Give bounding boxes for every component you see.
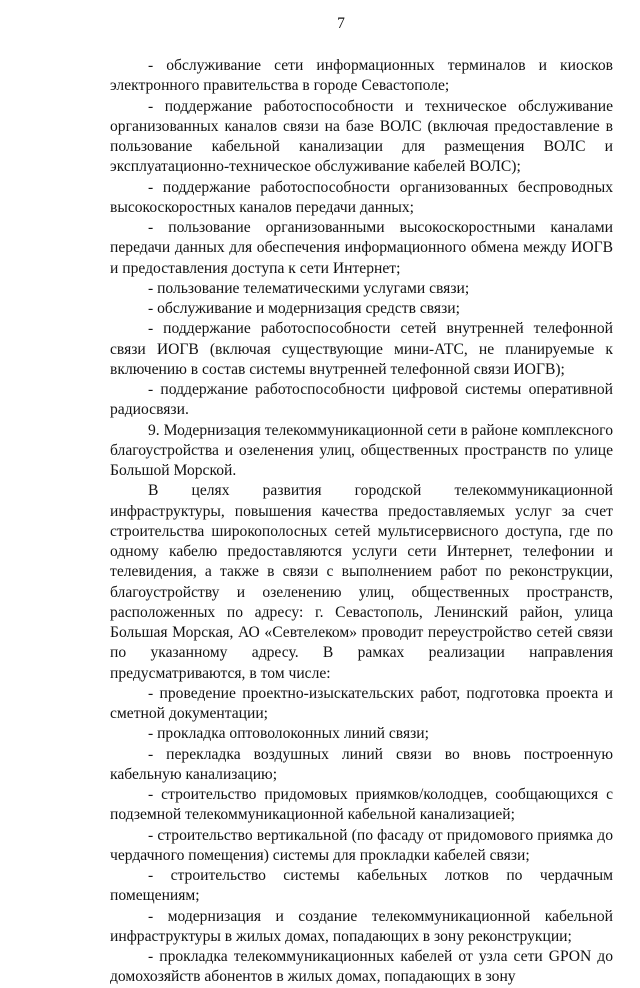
paragraph-1: - обслуживание сети информационных терминалов и киосков электронного правительства в городе Севастополе; — [110, 57, 613, 95]
paragraph-18: - прокладка телекоммуникационных кабелей от узла сети GPON до домохозяйств абонентов в жилых домах, попадающих в зону — [110, 948, 613, 986]
paragraph-4: - пользование организованными высокоскоростными каналами передачи данных для обеспечения информационного обмена между ИОГВ и предоставления доступа к сети Интернет; — [110, 219, 613, 277]
paragraph-15: - строительство вертикальной (по фасаду от придомового приямка до чердачного помещения) системы для прокладки кабелей связи; — [110, 826, 613, 864]
paragraph-8: - поддержание работоспособности цифровой системы оперативной радиосвязи. — [110, 381, 613, 419]
paragraph-3: - поддержание работоспособности организованных беспроводных высокоскоростных каналов передачи данных; — [110, 178, 613, 216]
document-body — [110, 56, 613, 988]
paragraph-17: - модернизация и создание телекоммуникационной кабельной инфраструктуры в жилых домах, попадающих в зону реконструкции; — [110, 907, 613, 945]
paragraph-16: - строительство системы кабельных лотков по чердачным помещениям; — [110, 867, 613, 905]
paragraph-13: - перекладка воздушных линий связи во вновь построенную кабельную канализацию; — [110, 745, 613, 783]
section-heading-9: 9. Модернизация телекоммуникационной сети в районе комплексного благоустройства и озеленения улиц, общественных пространств по улице Большой Морской. — [110, 421, 613, 479]
paragraph-14: - строительство придомовых приямков/колодцев, сообщающихся с подземной телекоммуникационной кабельной канализацией; — [110, 786, 613, 824]
paragraph-2: - поддержание работоспособности и техническое обслуживание организованных каналов связи на базе ВОЛС (включая предоставление в пользование кабельной канализации для размещения ВОЛС и эксплуатационно-техническое обслуживание кабелей ВОЛС); — [110, 97, 613, 176]
page-number: 7 — [337, 15, 345, 32]
paragraph-7: - поддержание работоспособности сетей внутренней телефонной связи ИОГВ (включая существующие мини-АТС, не планируемые к включению в состав системы внутренней телефонной связи ИОГВ); — [110, 320, 613, 378]
paragraph-6: - обслуживание и модернизация средств связи; — [148, 300, 460, 317]
paragraph-10: В целях развития городской телекоммуникационной инфраструктуры, повышения качества предоставляемых услуг за счет строительства широкополосных сетей мультисервисного доступа, где по одному кабелю предоставляются услуги сети Интернет, телефонии и телевидения, а также в связи с выполнением работ по реконструкции, благоустройству и озеленению улиц, общественных пространств, расположенных по адресу: г. Севастополь, Ленинский район, улица Большая Морская, АО «Севтелеком» проводит переустройство сетей связи по указанному адресу. В рамках реализации направления предусматриваются, в том числе: — [110, 482, 613, 682]
paragraph-12: - прокладка оптоволоконных линий связи; — [148, 725, 429, 743]
paragraph-11: - проведение проектно-изыскательских работ, подготовка проекта и сметной документации; — [110, 684, 613, 722]
paragraph-5: - пользование телематическими услугами связи; — [148, 279, 470, 297]
